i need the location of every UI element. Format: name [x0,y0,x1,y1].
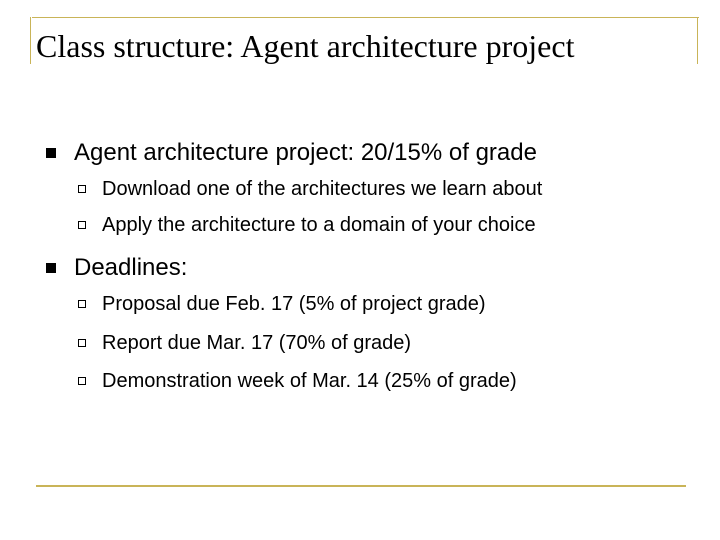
hollow-square-bullet-icon [78,221,86,229]
square-bullet-icon [46,263,56,273]
left-rule [30,17,31,64]
hollow-square-bullet-icon [78,300,86,308]
top-rule [32,17,699,18]
hollow-square-bullet-icon [78,377,86,385]
sub-bullet-text: Apply the architecture to a domain of your choice [102,214,536,236]
sub-bullet-text: Download one of the architectures we learn about [102,178,543,200]
sub-bullet-text: Proposal due Feb. 17 (5% of project grade) [102,293,486,315]
bullet-text: Deadlines: [74,254,188,281]
hollow-square-bullet-icon [78,185,86,193]
bottom-rule [36,485,686,487]
sub-bullet-text: Report due Mar. 17 (70% of grade) [102,332,412,354]
square-bullet-icon [46,148,56,158]
sub-bullet-text: Demonstration week of Mar. 14 (25% of grade) [102,370,517,392]
right-rule [697,17,698,64]
bullet-text: Agent architecture project: 20/15% of grade [74,139,537,166]
hollow-square-bullet-icon [78,339,86,347]
slide-title: Class structure: Agent architecture project [36,28,575,64]
